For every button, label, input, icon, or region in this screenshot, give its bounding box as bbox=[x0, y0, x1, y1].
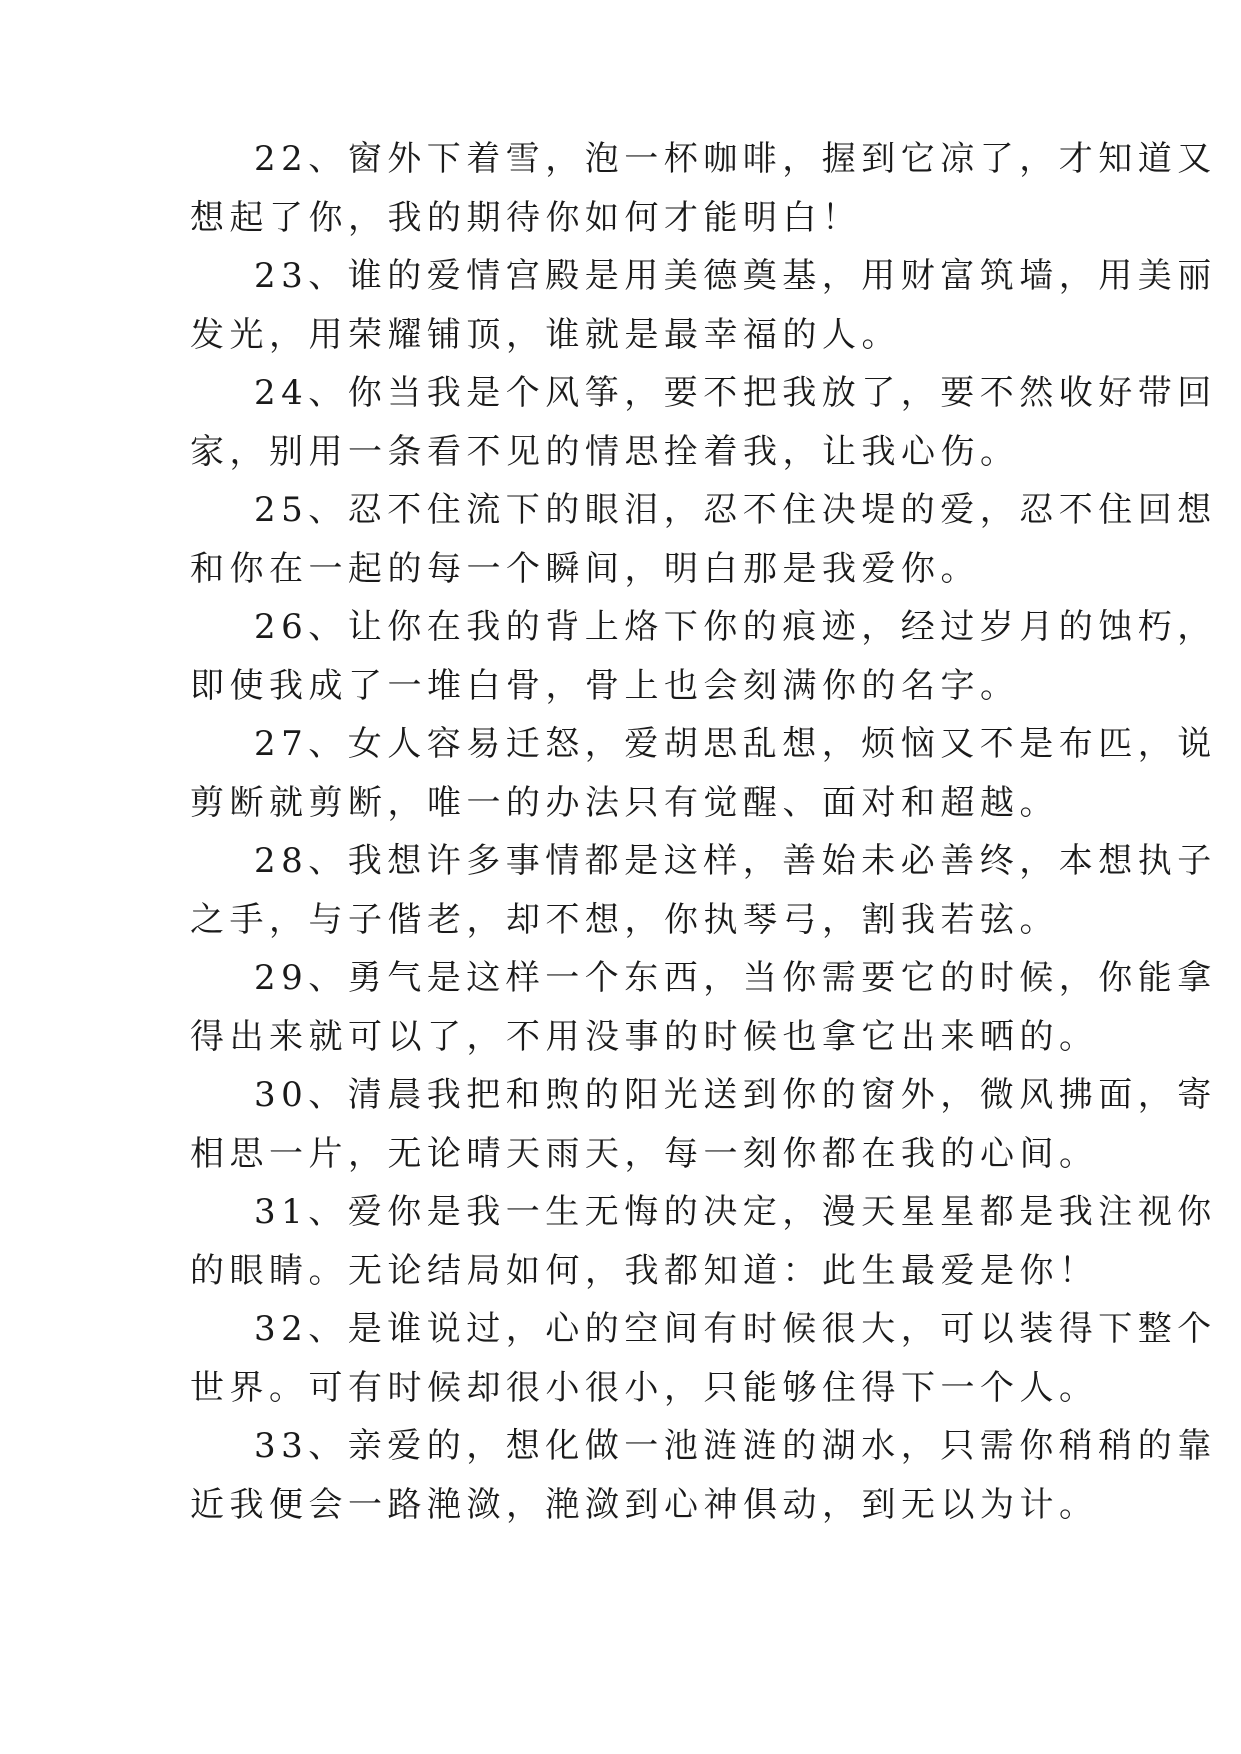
paragraph-continuation-line: 的眼睛。无论结局如何，我都知道：此生最爱是你！ bbox=[190, 1251, 1099, 1291]
paragraph-first-line: 33、亲爱的，想化做一池涟涟的湖水，只需你稍稍的靠 bbox=[254, 1426, 1217, 1466]
paragraph-first-line: 30、清晨我把和煦的阳光送到你的窗外，微风拂面，寄 bbox=[254, 1075, 1217, 1115]
paragraph-first-line: 25、忍不住流下的眼泪，忍不住决堤的爱，忍不住回想 bbox=[254, 490, 1217, 530]
paragraph-first-line: 28、我想许多事情都是这样，善始未必善终，本想执子 bbox=[254, 841, 1217, 881]
paragraph-first-line: 24、你当我是个风筝，要不把我放了，要不然收好带回 bbox=[254, 373, 1217, 413]
paragraph-continuation-line: 和你在一起的每一个瞬间，明白那是我爱你。 bbox=[190, 549, 980, 589]
paragraph-continuation-line: 相思一片，无论晴天雨天，每一刻你都在我的心间。 bbox=[190, 1134, 1099, 1174]
paragraph-continuation-line: 家，别用一条看不见的情思拴着我，让我心伤。 bbox=[190, 432, 1020, 472]
paragraph-continuation-line: 得出来就可以了，不用没事的时候也拿它出来晒的。 bbox=[190, 1017, 1099, 1057]
paragraph-continuation-line: 发光，用荣耀铺顶，谁就是最幸福的人。 bbox=[190, 315, 901, 355]
paragraph-continuation-line: 之手，与子偕老，却不想，你执琴弓，割我若弦。 bbox=[190, 900, 1059, 940]
paragraph-first-line: 29、勇气是这样一个东西，当你需要它的时候，你能拿 bbox=[254, 958, 1217, 998]
paragraph-first-line: 27、女人容易迁怒，爱胡思乱想，烦恼又不是布匹，说 bbox=[254, 724, 1217, 764]
paragraph-first-line: 26、让你在我的背上烙下你的痕迹，经过岁月的蚀朽， bbox=[254, 607, 1217, 647]
paragraph-continuation-line: 剪断就剪断，唯一的办法只有觉醒、面对和超越。 bbox=[190, 783, 1059, 823]
paragraph-first-line: 32、是谁说过，心的空间有时候很大，可以装得下整个 bbox=[254, 1309, 1217, 1349]
paragraph-continuation-line: 近我便会一路滟潋，滟潋到心神俱动，到无以为计。 bbox=[190, 1485, 1099, 1525]
paragraph-first-line: 22、窗外下着雪，泡一杯咖啡，握到它凉了，才知道又 bbox=[254, 139, 1217, 179]
paragraph-continuation-line: 即使我成了一堆白骨，骨上也会刻满你的名字。 bbox=[190, 666, 1020, 706]
paragraph-first-line: 23、谁的爱情宫殿是用美德奠基，用财富筑墙，用美丽 bbox=[254, 256, 1217, 296]
paragraph-continuation-line: 世界。可有时候却很小很小，只能够住得下一个人。 bbox=[190, 1368, 1099, 1408]
paragraph-continuation-line: 想起了你，我的期待你如何才能明白！ bbox=[190, 198, 862, 238]
paragraph-first-line: 31、爱你是我一生无悔的决定，漫天星星都是我注视你 bbox=[254, 1192, 1217, 1232]
